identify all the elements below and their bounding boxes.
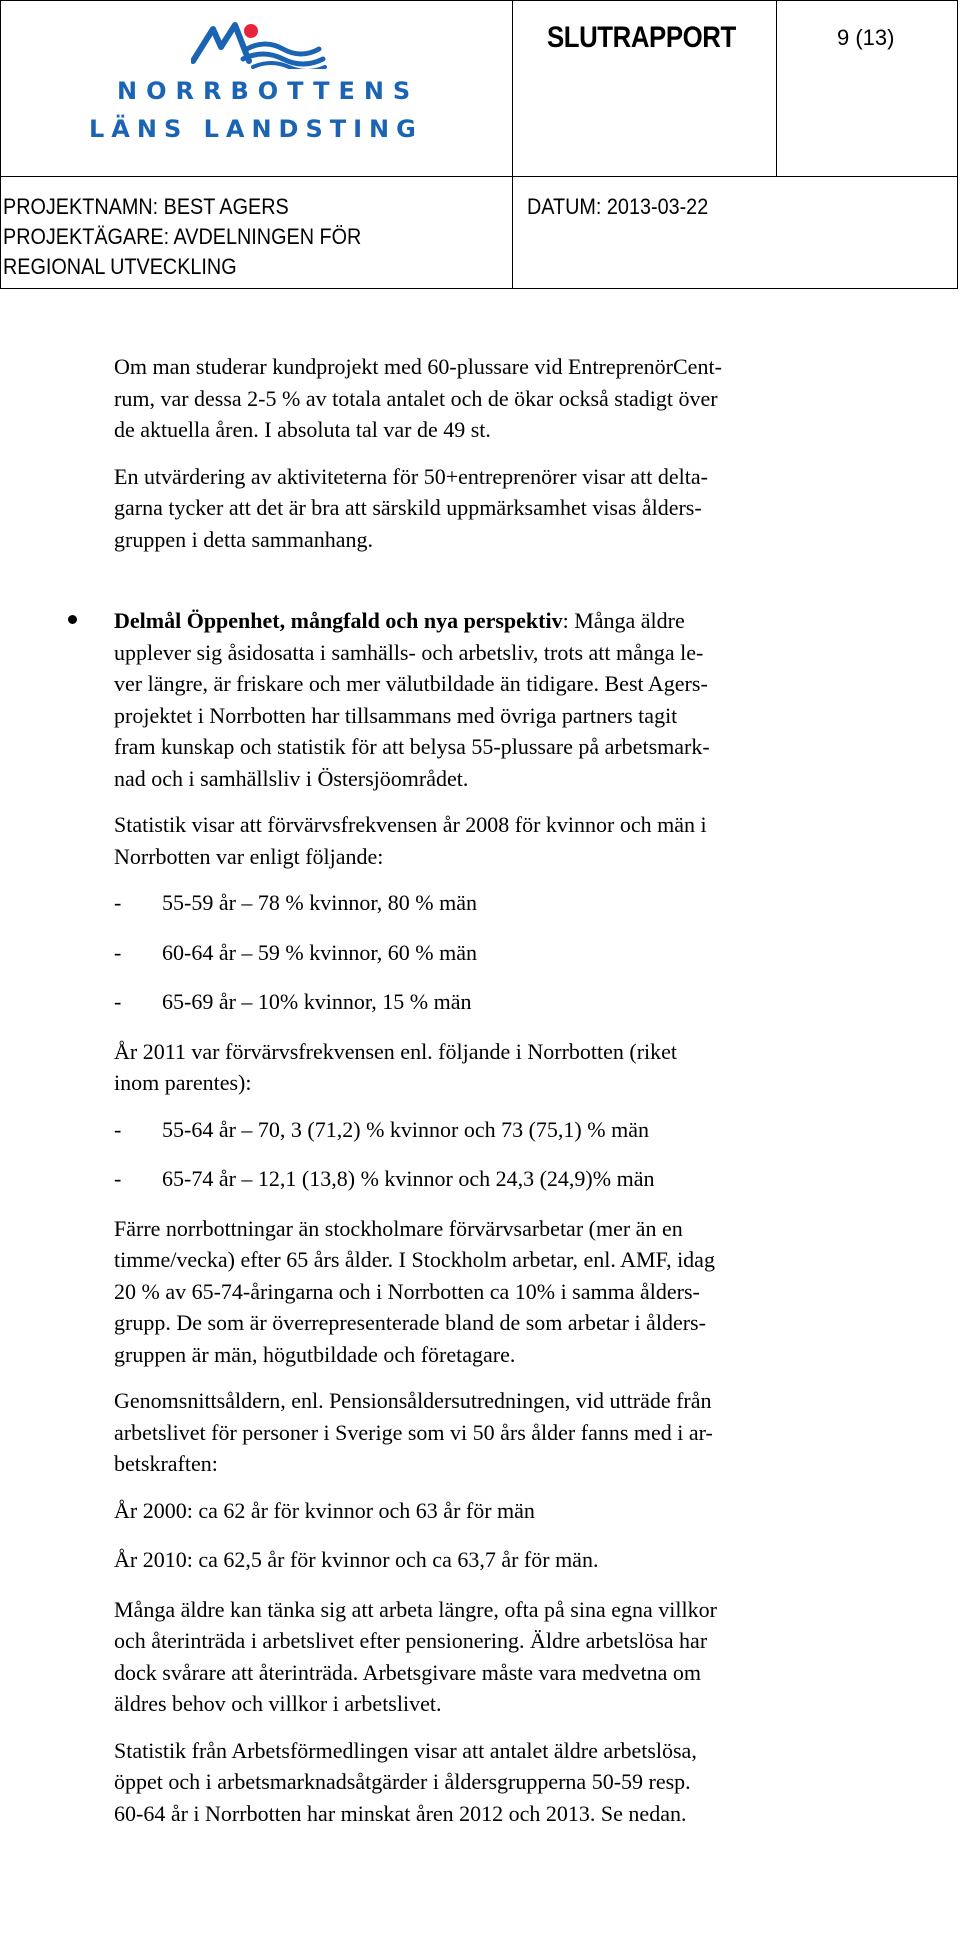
text-line: Många äldre kan tänka sig att arbeta längre, ofta på sina egna villkor	[114, 1596, 717, 1622]
header-table	[0, 0, 958, 289]
text-line: grupp. De som är överrepresenterade bland de som arbetar i ålders-	[114, 1310, 706, 1335]
logo-text-line2: LÄNS LANDSTING	[89, 115, 423, 143]
text-line: garna tycker att det är bra att särskild uppmärksamhet visas ålders-	[114, 495, 702, 520]
text-line: År 2011 var förvärvsfrekvensen enl. följande i Norrbotten (riket	[114, 1038, 678, 1064]
project-cell	[1, 177, 513, 289]
text-line: Statistik visar att förvärvsfrekvensen år 2008 för kvinnor och män i	[114, 812, 707, 837]
text-line: rum, var dessa 2-5 % av totala antalet och de ökar också stadigt över	[114, 385, 718, 411]
paragraph-utvardering	[114, 461, 914, 556]
paragraph-statistik-2008	[114, 809, 914, 872]
logo-cell	[1, 1, 513, 177]
list-item: - 55-64 år – 70, 3 (71,2) % kvinnor och 73 (75,1) % män	[114, 1116, 649, 1142]
text-line: Om man studerar kundprojekt med 60-plussare vid EntreprenörCent-	[114, 354, 722, 379]
paragraph-arbetsformedlingen	[114, 1735, 914, 1830]
page-number: 9 (13)	[837, 25, 895, 50]
paragraph-farre-norrbottningar	[114, 1213, 914, 1371]
text-line: En utvärdering av aktiviteterna för 50+entreprenörer visar att delta-	[114, 463, 708, 489]
logo-text-line1: NORRBOTTENS	[117, 77, 420, 105]
landsting-logo-icon	[191, 21, 351, 69]
text-line: Genomsnittsåldern, enl. Pensionsåldersutredningen, vid utträde från	[114, 1388, 712, 1413]
text-line: betskraften:	[114, 1451, 218, 1476]
list-item: - 65-69 år – 10% kvinnor, 15 % män	[114, 989, 472, 1014]
bullet-first-line-rest: : Många äldre	[562, 608, 685, 633]
title-cell	[513, 1, 777, 177]
year-2010-line: År 2010: ca 62,5 år för kvinnor och ca 63,7 år för män.	[114, 1547, 599, 1572]
paragraph-manga-aldre	[114, 1594, 914, 1720]
text-line: äldres behov och villkor i arbetslivet.	[114, 1691, 442, 1716]
paragraph-kundprojekt	[114, 351, 914, 446]
bullet-dot-icon	[68, 615, 77, 624]
text-line: de aktuella åren. I absoluta tal var de 49 st.	[114, 417, 491, 442]
paragraph-2011	[114, 1036, 914, 1099]
text-line: 60-64 år i Norrbotten har minskat åren 2012 och 2013. Se nedan.	[114, 1800, 687, 1826]
document-date: DATUM: 2013-03-22	[527, 194, 709, 219]
text-line: gruppen är män, högutbildade och företagare.	[114, 1341, 516, 1367]
project-name: PROJEKTNAMN: BEST AGERS	[3, 194, 289, 219]
year-2000-line: År 2000: ca 62 år för kvinnor och 63 år för män	[114, 1497, 535, 1523]
text-line: upplever sig åsidosatta i samhälls- och arbetsliv, trots att många le-	[114, 639, 704, 665]
text-line: fram kunskap och statistik för att belysa 55-plussare på arbetsmark-	[114, 734, 710, 759]
text-line: gruppen i detta sammanhang.	[114, 526, 374, 552]
document-title: SLUTRAPPORT	[547, 21, 736, 54]
text-line: projektet i Norrbotten har tillsammans med övriga partners tagit	[114, 702, 678, 728]
text-line: öppet och i arbetsmarknadsåtgärder i åldersgrupperna 50-59 resp.	[114, 1769, 691, 1794]
text-line	[114, 605, 914, 637]
project-owner-line2: REGIONAL UTVECKLING	[3, 254, 237, 279]
text-line: Statistik från Arbetsförmedlingen visar att antalet äldre arbetslösa,	[114, 1737, 697, 1763]
bullet-heading: Delmål Öppenhet, mångfald och nya perspektiv	[114, 608, 563, 633]
text-line: timme/vecka) efter 65 års ålder. I Stockholm arbetar, enl. AMF, idag	[114, 1247, 715, 1272]
text-line: och återinträda i arbetslivet efter pensionering. Äldre arbetslösa har	[114, 1628, 708, 1653]
list-item: - 55-59 år – 78 % kvinnor, 80 % män	[114, 890, 478, 915]
body-content	[114, 351, 914, 1829]
text-line: Färre norrbottningar än stockholmare förvärvsarbetar (mer än en	[114, 1215, 683, 1241]
page-number-cell	[777, 1, 957, 177]
list-item: - 65-74 år – 12,1 (13,8) % kvinnor och 24,3 (24,9)% män	[114, 1166, 655, 1191]
text-line: ver längre, är friskare och mer välutbildade än tidigare. Best Agers-	[114, 671, 708, 696]
text-line: nad och i samhällsliv i Östersjöområdet.	[114, 765, 469, 791]
text-line: dock svårare att återinträda. Arbetsgivare måste vara medvetna om	[114, 1659, 702, 1685]
paragraph-genomsnittsaldern	[114, 1385, 914, 1480]
text-line: inom parentes):	[114, 1070, 252, 1095]
date-cell	[513, 177, 957, 289]
text-line: 20 % av 65-74-åringarna och i Norrbotten ca 10% i samma ålders-	[114, 1278, 700, 1304]
bullet-delmal	[114, 605, 914, 794]
project-owner-line1: PROJEKTÄGARE: AVDELNINGEN FÖR	[3, 224, 362, 249]
text-line: Norrbotten var enligt följande:	[114, 843, 384, 869]
text-line: arbetslivet för personer i Sverige som vi 50 års ålder fanns med i ar-	[114, 1419, 713, 1445]
list-item: - 60-64 år – 59 % kvinnor, 60 % män	[114, 939, 478, 965]
